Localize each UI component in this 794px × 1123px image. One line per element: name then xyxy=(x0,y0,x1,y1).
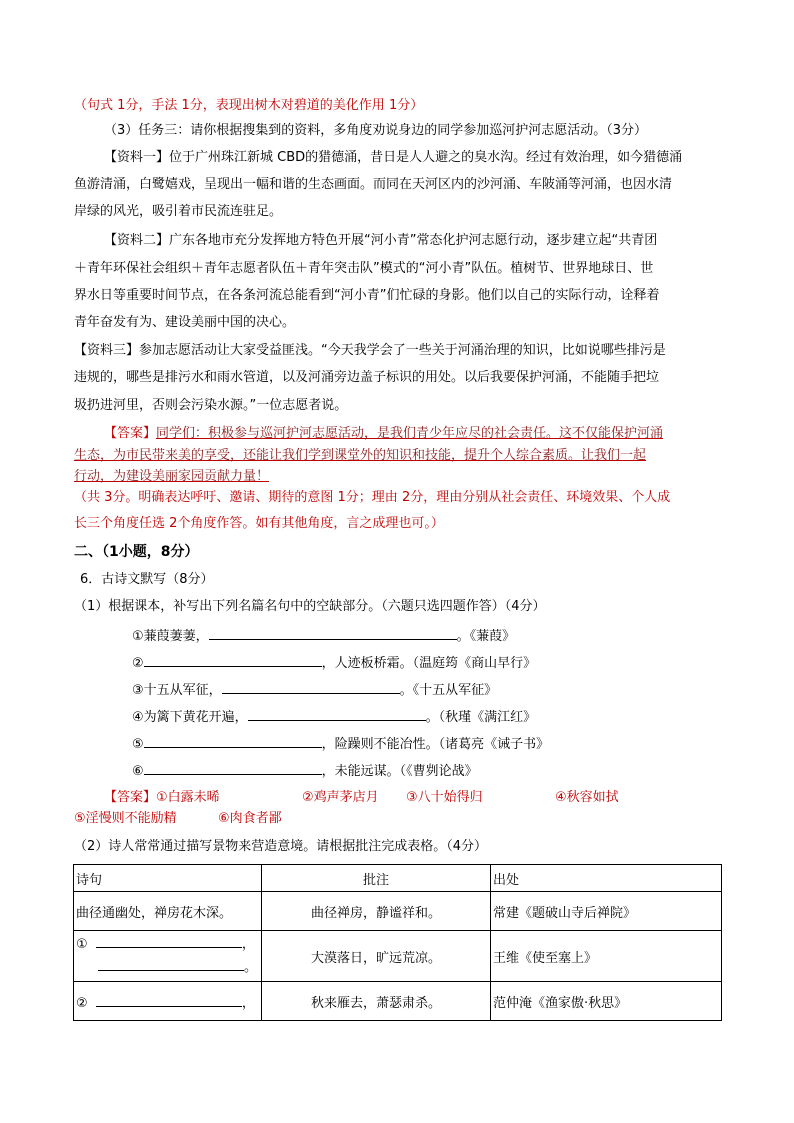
answer-tag: 【答案】 xyxy=(104,790,157,805)
table-row xyxy=(74,982,722,1021)
fill-pre: ⑥ xyxy=(132,764,144,779)
material-two-line: 界水日等重要时间节点，在各条河流总能看到“河小青”们忙碌的身影。他们以自己的实际行动，诠释着 xyxy=(74,288,660,303)
material-one-line: 鱼游清涌，白鹭嬉戏，呈现出一幅和谐的生态画面。而同在天河区内的沙河涌、车陂涌等河涌，也因水清 xyxy=(74,177,673,192)
poem-table xyxy=(73,864,722,1021)
answer-item: ④秋容如拭 xyxy=(555,790,619,805)
question-six-part-two: （2）诗人常常通过描写景物来营造意境。请根据批注完成表格。（4分） xyxy=(74,839,488,854)
answer-text: 同学们：积极参与巡河护河志愿活动，是我们青少年应尽的社会责任。这不仅能保护河涌 xyxy=(156,426,664,441)
answer-blank[interactable] xyxy=(96,933,242,948)
fill-blank-item xyxy=(132,733,549,755)
table-cell-source: 范仲淹《渔家傲·秋思》 xyxy=(491,982,722,1021)
fill-blank-item xyxy=(132,625,515,647)
row-number: ② xyxy=(76,995,88,1011)
scoring-note: （句式 1分，手法 1分，表现出树木对碧道的美化作用 1分） xyxy=(74,98,424,113)
material-one-line: 岸绿的风光，吸引着市民流连驻足。 xyxy=(74,204,283,219)
answer-item: ③八十始得归 xyxy=(406,790,483,805)
answer-blank[interactable] xyxy=(248,706,426,721)
answer-item: ②鸡声茅店月 xyxy=(302,790,379,805)
answer-one-line: 生态，为市民带来美的享受，还能让我们学到课堂外的知识和技能，提升个人综合素质。让我们一起 xyxy=(74,448,647,463)
task-three-prompt: （3）任务三：请你根据搜集到的资料，多角度劝说身边的同学参加巡河护河志愿活动。（3分） xyxy=(104,123,648,138)
question-six-title: 6．古诗文默写（8分） xyxy=(80,572,214,587)
fill-post: 。《十五从军征》 xyxy=(399,683,498,698)
material-two-line: 青年奋发有为、建设美丽中国的决心。 xyxy=(74,315,296,330)
fill-pre: ② xyxy=(132,656,144,671)
scoring-note: （共 3分。明确表达呼吁、邀请、期待的意图 1分；理由 2分，理由分别从社会责任、环境效果、个人成 xyxy=(74,490,671,505)
answer-item: ⑥肉食者鄙 xyxy=(218,811,282,826)
fill-post: ，人迹板桥霜。（温庭筠《商山早行》 xyxy=(321,656,537,671)
answer-item: ①白露未晞 xyxy=(156,790,220,805)
material-three-line: 违规的，哪些是排污水和雨水管道，以及河涌旁边盖子标识的用处。以后我要保护河涌，不能随手把垃 xyxy=(74,370,660,385)
table-cell-note: 曲径禅房，静谧祥和。 xyxy=(262,892,491,931)
table-header: 诗句 xyxy=(74,865,262,892)
table-header-row xyxy=(74,865,722,892)
table-row xyxy=(74,892,722,931)
scoring-note: 长三个角度任选 2个角度作答。如有其他角度，言之成理也可。） xyxy=(74,516,444,531)
fill-post: ，未能远谋。（《曹刿论战》 xyxy=(321,764,478,779)
question-six-part-one: （1）根据课本，补写出下列名篇名句中的空缺部分。（六题只选四题作答）（4分） xyxy=(74,599,546,614)
punct: 。 xyxy=(244,960,258,975)
answer-blank[interactable] xyxy=(209,625,457,640)
table-header: 出处 xyxy=(491,865,722,892)
answer-two-line xyxy=(104,788,220,808)
fill-blank-item xyxy=(132,706,536,728)
fill-blank-item xyxy=(132,760,478,782)
section-heading: 二、（1小题，8分） xyxy=(74,544,199,560)
material-three-line: 【资料三】参加志愿活动让大家受益匪浅。“今天我学会了一些关于河涌治理的知识，比如说哪些排污是 xyxy=(74,343,666,358)
table-cell-source: 王维《使至塞上》 xyxy=(491,931,722,982)
material-three-line: 圾扔进河里，否则会污染水源。”一位志愿者说。 xyxy=(74,398,348,413)
answer-tag: 【答案】 xyxy=(104,426,157,441)
fill-pre: ①蒹葭萋萋， xyxy=(132,629,209,644)
table-cell-poem xyxy=(74,931,262,982)
answer-blank[interactable] xyxy=(96,992,242,1007)
answer-blank[interactable] xyxy=(144,760,322,775)
table-cell-note: 秋来雁去，萧瑟肃杀。 xyxy=(262,982,491,1021)
answer-one-line: 行动，为建设美丽家园贡献力量！ xyxy=(74,469,270,484)
answer-item: ⑤淫慢则不能励精 xyxy=(74,811,177,826)
answer-blank[interactable] xyxy=(144,733,322,748)
table-header: 批注 xyxy=(262,865,491,892)
punct: ， xyxy=(241,937,255,952)
fill-post: ，险躁则不能冶性。（诸葛亮《诫子书》 xyxy=(321,737,550,752)
answer-blank[interactable] xyxy=(144,652,322,667)
fill-post: 。（秋瑾《满江红》 xyxy=(425,710,537,725)
row-number: ① xyxy=(76,937,88,952)
table-cell-source: 常建《题破山寺后禅院》 xyxy=(491,892,722,931)
fill-pre: ③十五从军征， xyxy=(132,683,222,698)
fill-pre: ④为篱下黄花开遍， xyxy=(132,710,248,725)
fill-pre: ⑤ xyxy=(132,737,144,752)
answer-blank[interactable] xyxy=(98,956,244,971)
material-two-line: ＋青年环保社会组织＋青年志愿者队伍＋青年突击队”模式的“河小青”队伍。植树节、世界地球日、世 xyxy=(74,261,654,276)
table-cell-poem: 曲径通幽处，禅房花木深。 xyxy=(74,892,262,931)
punct: ， xyxy=(241,995,255,1011)
material-two-line: 【资料二】广东各地市充分发挥地方特色开展“河小青”常态化护河志愿行动，逐步建立起“共青团 xyxy=(104,233,658,248)
answer-blank[interactable] xyxy=(222,679,400,694)
table-cell-poem xyxy=(74,982,262,1021)
answer-one-line xyxy=(104,424,663,444)
fill-post: 。《蒹葭》 xyxy=(456,629,516,644)
material-one-line: 【资料一】位于广州珠江新城 CBD的猎德涌，昔日是人人避之的臭水沟。经过有效治理，如今猎德涌 xyxy=(104,150,683,165)
table-cell-note: 大漠落日，旷远荒凉。 xyxy=(262,931,491,982)
fill-blank-item xyxy=(132,679,497,701)
table-row xyxy=(74,931,722,982)
fill-blank-item xyxy=(132,652,536,674)
